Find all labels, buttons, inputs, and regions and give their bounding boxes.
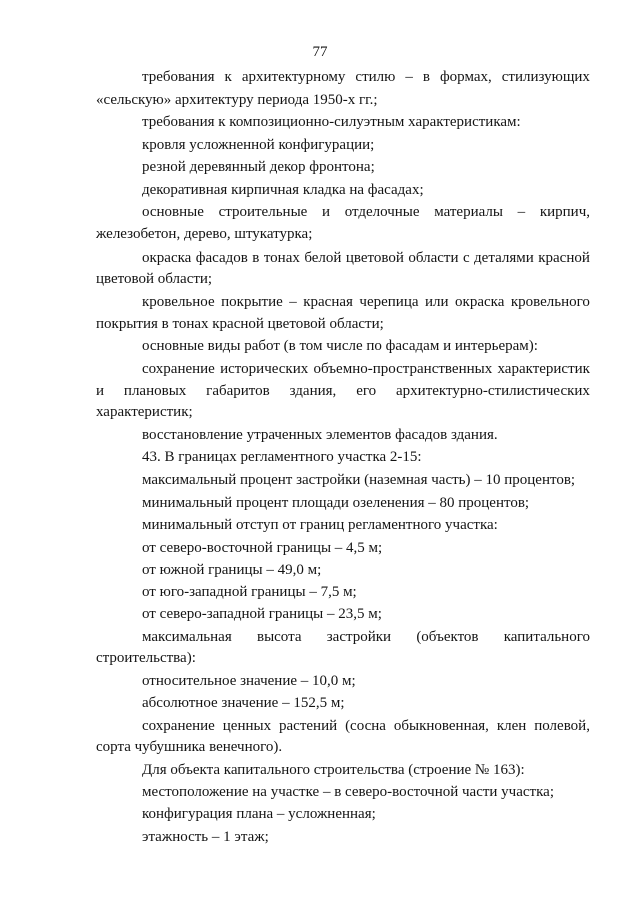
text-line: [142, 717, 590, 735]
word: кирпич,: [539, 204, 590, 220]
word: (объектов: [416, 629, 479, 645]
word: формах,: [439, 69, 492, 85]
word: исторических: [220, 361, 309, 377]
word: красной: [538, 250, 590, 266]
word: в: [422, 69, 430, 85]
word: и: [96, 383, 105, 399]
word: клен: [496, 718, 527, 734]
word: –: [517, 204, 526, 220]
word: плановых: [123, 383, 187, 399]
word: архитектурно-стилистических: [396, 383, 590, 399]
text-line: относительное значение – 10,0 м;: [142, 673, 356, 689]
word: обыкновенная,: [393, 718, 489, 734]
word: требования: [142, 69, 215, 85]
word: покрытие: [221, 294, 283, 310]
text-line: основные виды работ (в том числе по фасадам и интерьерам):: [142, 338, 538, 354]
word: с: [462, 250, 470, 266]
text-line: [96, 382, 590, 400]
word: высота: [256, 629, 302, 645]
text-line: [142, 293, 590, 311]
word: тонах: [263, 250, 300, 266]
word: –: [405, 69, 413, 85]
word: архитектурному: [241, 69, 346, 85]
text-line: минимальный процент площади озеленения – 80 процентов;: [142, 495, 530, 511]
word: кровельного: [510, 294, 590, 310]
word: застройки: [326, 629, 392, 645]
page-number: 77: [312, 44, 328, 60]
word: в: [252, 250, 260, 266]
word: –: [289, 294, 297, 310]
word: максимальная: [142, 629, 232, 645]
word: кровельное: [142, 294, 215, 310]
text-line: железобетон, дерево, штукатурка;: [96, 226, 313, 242]
word: и: [321, 204, 331, 220]
text-line: от северо-западной границы – 23,5 м;: [142, 606, 382, 622]
text-line: характеристик;: [96, 404, 193, 420]
word: (сосна: [345, 718, 386, 734]
word: капитального: [503, 629, 590, 645]
word: окраска: [455, 294, 505, 310]
text-line: от юго-западной границы – 7,5 м;: [142, 584, 357, 600]
word: цветовой: [345, 250, 404, 266]
word: деталями: [474, 250, 534, 266]
word: габаритов: [206, 383, 270, 399]
text-line: [142, 68, 590, 86]
text-line: восстановление утраченных элементов фасадов здания.: [142, 427, 498, 443]
word: белой: [304, 250, 342, 266]
word: здания,: [289, 383, 337, 399]
word: ценных: [222, 718, 272, 734]
word: красная: [303, 294, 353, 310]
word: фасадов: [195, 250, 248, 266]
text-line: конфигурация плана – усложненная;: [142, 806, 376, 822]
text-line: покрытия в тонах красной цветовой области;: [96, 316, 384, 332]
word: к: [224, 69, 232, 85]
text-line: минимальный отступ от границ регламентного участка:: [142, 517, 498, 533]
text-line: декоративная кирпичная кладка на фасадах;: [142, 182, 424, 198]
text-line: [142, 249, 590, 267]
text-line: максимальный процент застройки (наземная часть) – 10 процентов;: [142, 472, 576, 488]
word: материалы: [434, 204, 503, 220]
word: окраска: [142, 250, 192, 266]
word: стилю: [355, 69, 396, 85]
text-line: цветовой области;: [96, 271, 213, 287]
word: объемно-пространственных: [313, 361, 493, 377]
text-line: от южной границы – 49,0 м;: [142, 562, 322, 578]
text-line: [142, 628, 590, 646]
text-line: резной деревянный декор фронтона;: [142, 159, 375, 175]
text-line: строительства):: [96, 650, 196, 666]
text-line: кровля усложненной конфигурации;: [142, 137, 375, 153]
word: стилизующих: [501, 69, 590, 85]
text-line: Для объекта капитального строительства (строение № 163):: [142, 762, 525, 778]
text-line: местоположение на участке – в северо-восточной части участка;: [142, 784, 554, 800]
word: отделочные: [344, 204, 420, 220]
word: основные: [142, 204, 204, 220]
word: черепица: [359, 294, 419, 310]
text-line: [142, 360, 590, 378]
text-line: [142, 203, 590, 221]
text-line: абсолютное значение – 152,5 м;: [142, 695, 345, 711]
word: сохранение: [142, 718, 215, 734]
text-line: от северо-восточной границы – 4,5 м;: [142, 540, 383, 556]
word: растений: [279, 718, 338, 734]
word: области: [408, 250, 459, 266]
word: полевой,: [534, 718, 590, 734]
word: его: [356, 383, 377, 399]
text-line: сорта чубушника венечного).: [96, 739, 283, 755]
word: сохранение: [142, 361, 215, 377]
text-line: требования к композиционно-силуэтным характеристикам:: [142, 114, 521, 130]
word: характеристик: [497, 361, 590, 377]
text-line: 43. В границах регламентного участка 2-15:: [142, 449, 422, 465]
text-line: «сельскую» архитектуру периода 1950-х гг.;: [96, 92, 378, 108]
word: или: [425, 294, 449, 310]
word: строительные: [218, 204, 308, 220]
text-line: этажность – 1 этаж;: [142, 829, 269, 845]
